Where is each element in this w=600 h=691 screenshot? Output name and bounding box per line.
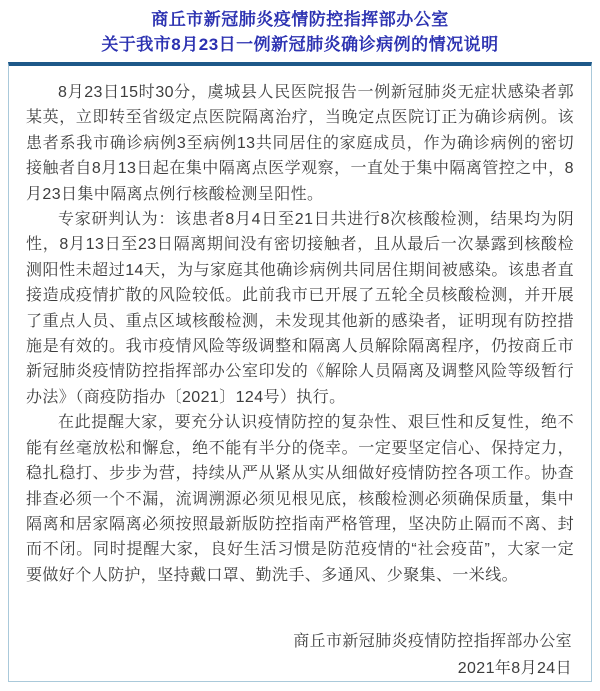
signature-organization: 商丘市新冠肺炎疫情防控指挥部办公室 xyxy=(293,633,572,651)
document-title xyxy=(0,0,600,57)
notice-paragraph-expert-assessment: 专家研判认为：该患者8月4日至21日共进行8次核酸检测，结果均为阴性，8月13日至23日隔离期间没有密切接触者，且从最后一次暴露到核酸检测阳性未超过14天，为与家庭其他确诊病例共同居住期间被感染。该患者直接造成疫情扩散的风险较低。此前我市已开展了五轮全员核酸检测，并开展了重点人员、重点区域核酸检测，未发现其他新的感染者，证明现有防控措施是有效的。我市疫情风险等级调整和隔离人员解除隔离程序，仍按商丘市新冠肺炎疫情防控指挥部办公室印发的《解除人员隔离及调整风险等级暂行办法》（商疫防指办〔2021〕124号）执行。 xyxy=(26,211,574,406)
signature-date: 2021年8月24日 xyxy=(457,660,572,678)
document-title-line-1: 商丘市新冠肺炎疫情防控指挥部办公室 xyxy=(151,10,449,29)
notice-content-box xyxy=(8,62,592,682)
signature-block xyxy=(26,628,574,682)
notice-paragraph-public-reminder: 在此提醒大家，要充分认识疫情防控的复杂性、艰巨性和反复性，绝不能有丝毫放松和懈怠，绝不能有半分的侥幸。一定要坚定信心、保持定力，稳扎稳打、步步为营，持续从严从紧从实从细做好疫情防控各项工作。协查排查必须一个不漏，流调溯源必须见根见底，核酸检测必须确保质量，集中隔离和居家隔离必须按照最新版防控指南严格管理，坚决防止隔而不离、封而不闭。同时提醒大家，良好生活习惯是防范疫情的“社会疫苗”，大家一定要做好个人防护，坚持戴口罩、勤洗手、多通风、少聚集、一米线。 xyxy=(26,414,574,584)
notice-paragraph-case-report: 8月23日15时30分，虞城县人民医院报告一例新冠肺炎无症状感染者郭某英，立即转至省级定点医院隔离治疗，当晚定点医院订正为确诊病例。该患者系我市确诊病例3至病例13共同居住的家庭成员，作为确诊病例的密切接触者自8月13日起在集中隔离点医学观察，一直处于集中隔离管控之中，8月23日集中隔离点例行核酸检测呈阳性。 xyxy=(26,84,574,203)
document-title-line-2: 关于我市8月23日一例新冠肺炎确诊病例的情况说明 xyxy=(101,35,499,54)
